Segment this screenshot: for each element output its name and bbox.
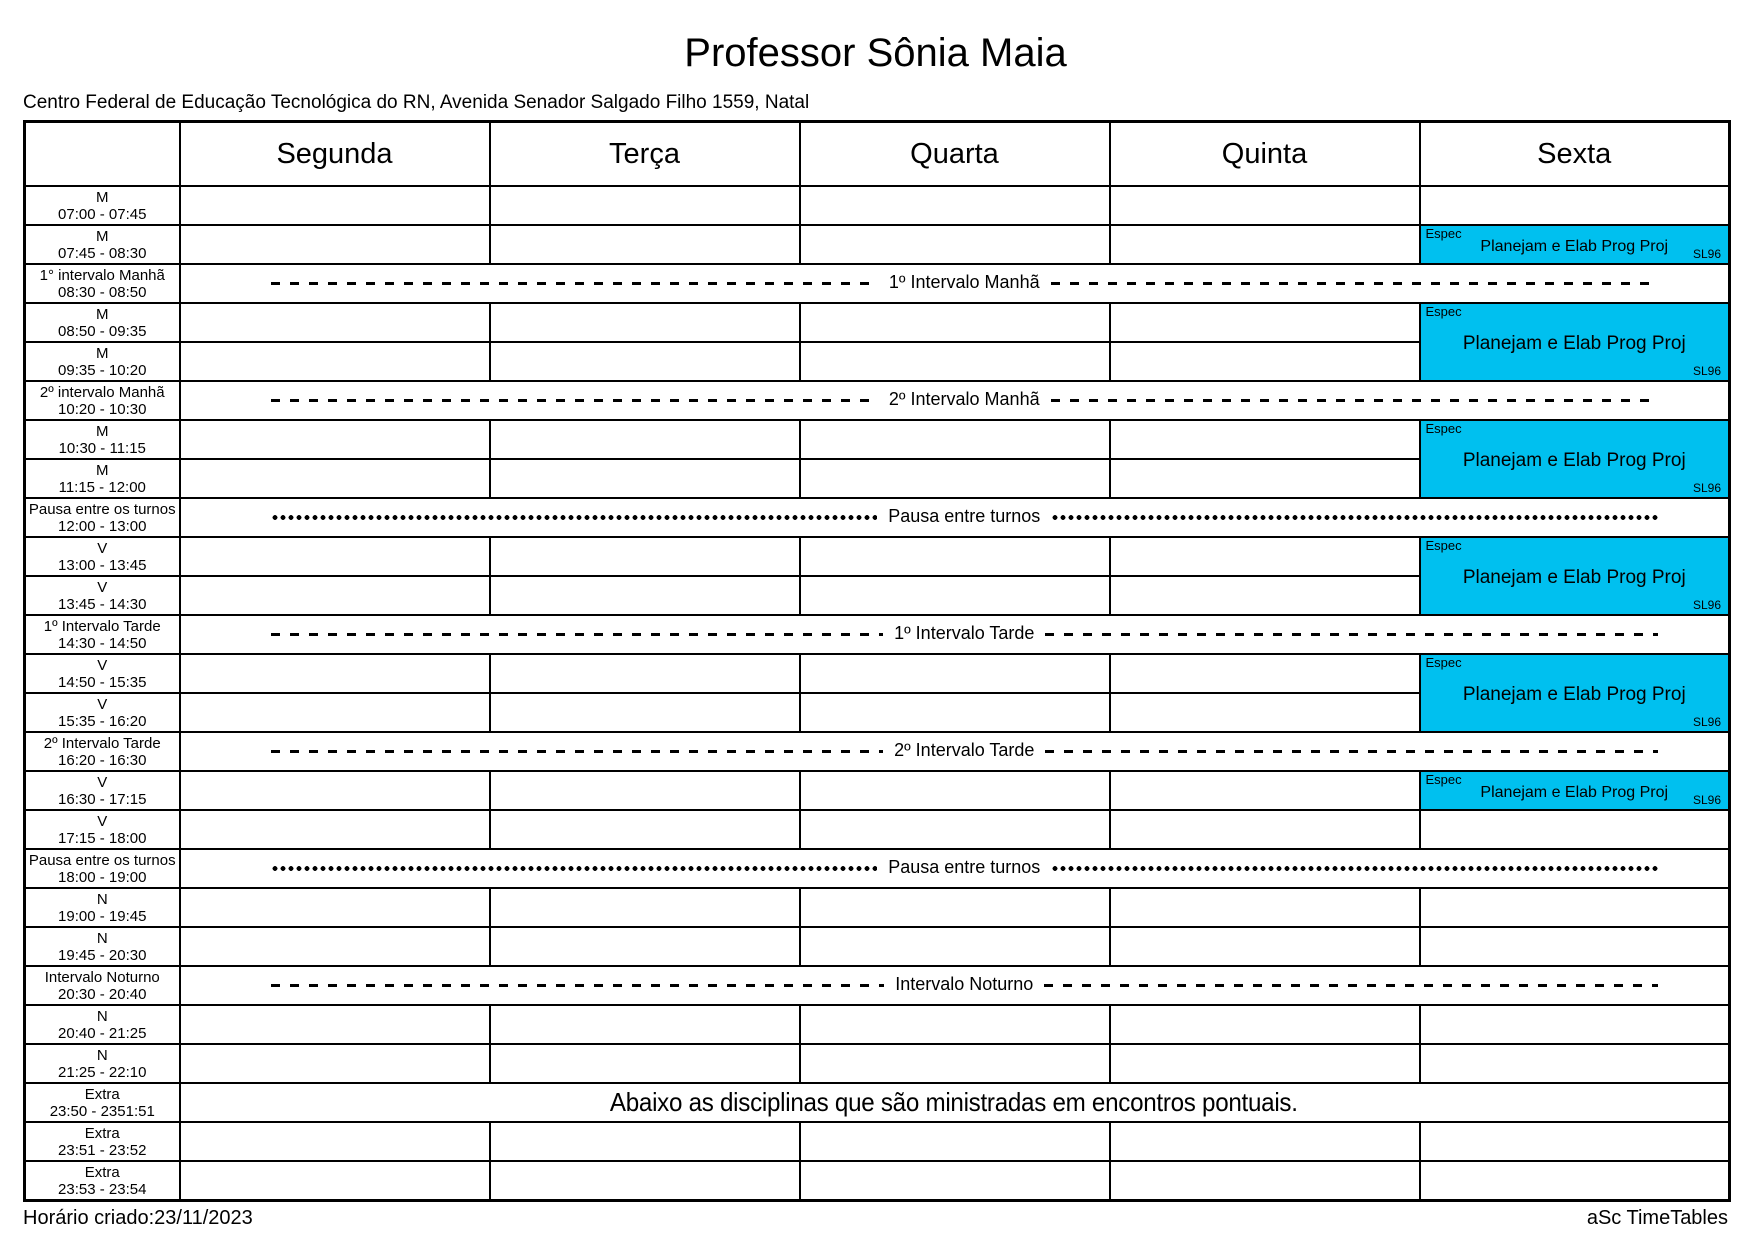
time-range: 08:30 - 08:50 bbox=[58, 283, 147, 301]
time-slot-label bbox=[25, 537, 180, 576]
break-row bbox=[180, 381, 1730, 420]
lesson-block[interactable] bbox=[1421, 538, 1729, 614]
cell-sexta bbox=[1420, 186, 1730, 225]
time-slot-label bbox=[25, 771, 180, 810]
break-row bbox=[180, 264, 1730, 303]
break-line bbox=[1045, 633, 1658, 636]
time-slot-label bbox=[25, 654, 180, 693]
time-range: 19:45 - 20:30 bbox=[58, 946, 147, 964]
cell-quinta bbox=[1110, 1044, 1420, 1083]
lesson-block[interactable] bbox=[1421, 421, 1729, 497]
day-header-segunda: Segunda bbox=[180, 122, 490, 187]
cell-sexta bbox=[1420, 654, 1730, 732]
break-row bbox=[180, 615, 1730, 654]
cell-quinta bbox=[1110, 576, 1420, 615]
cell-terca bbox=[490, 342, 800, 381]
cell-terca bbox=[490, 1122, 800, 1161]
cell-sexta bbox=[1420, 888, 1730, 927]
timetable-row bbox=[25, 537, 1730, 576]
cell-terca bbox=[490, 537, 800, 576]
time-range: 13:45 - 14:30 bbox=[58, 595, 147, 613]
period-label: Extra bbox=[84, 1124, 120, 1142]
day-header-sexta: Sexta bbox=[1420, 122, 1730, 187]
period-label: M bbox=[96, 305, 109, 323]
cell-terca bbox=[490, 771, 800, 810]
cell-quinta bbox=[1110, 810, 1420, 849]
lesson-tag: Espec bbox=[1425, 772, 1462, 787]
cell-quarta bbox=[800, 927, 1110, 966]
timetable-row bbox=[25, 966, 1730, 1005]
time-range: 21:25 - 22:10 bbox=[58, 1063, 147, 1081]
cell-quarta bbox=[800, 1122, 1110, 1161]
time-slot-label bbox=[25, 1161, 180, 1201]
cell-terca bbox=[490, 888, 800, 927]
cell-terca bbox=[490, 225, 800, 264]
break-label: Pausa entre turnos bbox=[888, 506, 1041, 526]
cell-quarta bbox=[800, 537, 1110, 576]
lesson-tag: Espec bbox=[1425, 655, 1462, 670]
period-label: 1º Intervalo Tarde bbox=[43, 617, 161, 635]
time-slot-label bbox=[25, 459, 180, 498]
timetable-row bbox=[25, 771, 1730, 810]
cell-quinta bbox=[1110, 888, 1420, 927]
cell-segunda bbox=[180, 420, 490, 459]
cell-segunda bbox=[180, 225, 490, 264]
period-label: N bbox=[96, 1007, 108, 1025]
cell-segunda bbox=[180, 693, 490, 732]
time-range: 12:00 - 13:00 bbox=[58, 517, 147, 535]
timetable-row bbox=[25, 849, 1730, 888]
time-range: 07:45 - 08:30 bbox=[58, 244, 147, 262]
break-label: 2º Intervalo Tarde bbox=[894, 740, 1035, 760]
cell-segunda bbox=[180, 1044, 490, 1083]
time-slot-label bbox=[25, 849, 180, 888]
period-label: Extra bbox=[84, 1163, 120, 1181]
cell-sexta bbox=[1420, 1161, 1730, 1201]
period-label: Extra bbox=[84, 1085, 120, 1103]
cell-segunda bbox=[180, 459, 490, 498]
time-range: 14:30 - 14:50 bbox=[58, 634, 147, 652]
break-line bbox=[271, 865, 878, 872]
break-row bbox=[180, 732, 1730, 771]
cell-sexta bbox=[1420, 1122, 1730, 1161]
lesson-room: SL96 bbox=[1692, 715, 1721, 729]
time-range: 20:40 - 21:25 bbox=[58, 1024, 147, 1042]
cell-quarta bbox=[800, 303, 1110, 342]
cell-quarta bbox=[800, 342, 1110, 381]
time-range: 13:00 - 13:45 bbox=[58, 556, 147, 574]
period-label: M bbox=[96, 344, 109, 362]
cell-quinta bbox=[1110, 537, 1420, 576]
period-label: Pausa entre os turnos bbox=[28, 851, 176, 869]
cell-terca bbox=[490, 693, 800, 732]
lesson-room: SL96 bbox=[1692, 481, 1721, 495]
cell-quinta bbox=[1110, 225, 1420, 264]
cell-segunda bbox=[180, 927, 490, 966]
time-range: 16:20 - 16:30 bbox=[58, 751, 147, 769]
period-label: V bbox=[97, 773, 108, 791]
period-label: M bbox=[96, 227, 109, 245]
cell-quarta bbox=[800, 576, 1110, 615]
time-slot-label bbox=[25, 420, 180, 459]
lesson-block[interactable] bbox=[1421, 772, 1729, 809]
timetable-row bbox=[25, 225, 1730, 264]
note-text: Abaixo as disciplinas que são ministradas em encontros pontuais. bbox=[610, 1087, 1299, 1117]
period-label: N bbox=[96, 890, 108, 908]
break-row bbox=[180, 498, 1730, 537]
day-header-terca: Terça bbox=[490, 122, 800, 187]
period-label: M bbox=[96, 188, 109, 206]
day-header-quinta: Quinta bbox=[1110, 122, 1420, 187]
cell-quinta bbox=[1110, 771, 1420, 810]
break-line bbox=[1044, 984, 1658, 987]
time-range: 16:30 - 17:15 bbox=[58, 790, 147, 808]
cell-quarta bbox=[800, 459, 1110, 498]
timetable-row bbox=[25, 888, 1730, 927]
break-line bbox=[1051, 399, 1658, 402]
lesson-block[interactable] bbox=[1421, 655, 1729, 731]
time-slot-label bbox=[25, 264, 180, 303]
cell-sexta bbox=[1420, 303, 1730, 381]
break-line bbox=[271, 750, 884, 753]
cell-segunda bbox=[180, 771, 490, 810]
timetable-row bbox=[25, 1005, 1730, 1044]
cell-quinta bbox=[1110, 1161, 1420, 1201]
cell-quinta bbox=[1110, 927, 1420, 966]
time-slot-label bbox=[25, 732, 180, 771]
lesson-tag: Espec bbox=[1425, 304, 1462, 319]
cell-quarta bbox=[800, 1161, 1110, 1201]
break-line bbox=[1051, 865, 1658, 872]
time-slot-label bbox=[25, 927, 180, 966]
break-strip bbox=[181, 383, 1729, 418]
cell-quarta bbox=[800, 186, 1110, 225]
timetable-row bbox=[25, 1161, 1730, 1201]
cell-terca bbox=[490, 303, 800, 342]
cell-segunda bbox=[180, 303, 490, 342]
cell-sexta bbox=[1420, 225, 1730, 264]
break-line bbox=[1051, 282, 1658, 285]
cell-segunda bbox=[180, 576, 490, 615]
period-label: 2º intervalo Manhã bbox=[39, 383, 165, 401]
time-slot-label bbox=[25, 225, 180, 264]
lesson-room: SL96 bbox=[1692, 793, 1721, 807]
day-header-quarta: Quarta bbox=[800, 122, 1110, 187]
cell-sexta bbox=[1420, 771, 1730, 810]
cell-quinta bbox=[1110, 654, 1420, 693]
cell-quarta bbox=[800, 888, 1110, 927]
cell-quinta bbox=[1110, 693, 1420, 732]
period-label: V bbox=[97, 539, 108, 557]
cell-sexta bbox=[1420, 420, 1730, 498]
time-slot-label bbox=[25, 1122, 180, 1161]
timetable-row bbox=[25, 186, 1730, 225]
corner-cell bbox=[25, 122, 180, 187]
lesson-subject: Planejam e Elab Prog Proj bbox=[1480, 784, 1669, 801]
lesson-subject: Planejam e Elab Prog Proj bbox=[1462, 333, 1686, 354]
timetable-row bbox=[25, 1083, 1730, 1122]
cell-terca bbox=[490, 654, 800, 693]
cell-terca bbox=[490, 1005, 800, 1044]
cell-segunda bbox=[180, 654, 490, 693]
cell-sexta bbox=[1420, 927, 1730, 966]
break-strip bbox=[181, 617, 1729, 652]
period-label: 1° intervalo Manhã bbox=[39, 266, 165, 284]
break-line bbox=[271, 399, 878, 402]
time-slot-label bbox=[25, 576, 180, 615]
time-range: 20:30 - 20:40 bbox=[58, 985, 147, 1003]
lesson-block[interactable] bbox=[1421, 226, 1729, 263]
time-slot-label bbox=[25, 498, 180, 537]
cell-quarta bbox=[800, 1044, 1110, 1083]
time-slot-label bbox=[25, 342, 180, 381]
break-strip bbox=[181, 266, 1729, 301]
cell-segunda bbox=[180, 342, 490, 381]
break-strip bbox=[181, 851, 1729, 886]
cell-quarta bbox=[800, 693, 1110, 732]
time-slot-label bbox=[25, 1083, 180, 1122]
cell-quarta bbox=[800, 654, 1110, 693]
cell-terca bbox=[490, 810, 800, 849]
lesson-tag: Espec bbox=[1425, 538, 1462, 553]
lesson-subject: Planejam e Elab Prog Proj bbox=[1462, 567, 1686, 588]
time-slot-label bbox=[25, 1005, 180, 1044]
time-range: 15:35 - 16:20 bbox=[58, 712, 147, 730]
time-slot-label bbox=[25, 693, 180, 732]
time-range: 07:00 - 07:45 bbox=[58, 205, 147, 223]
period-label: N bbox=[96, 1046, 108, 1064]
timetable-row bbox=[25, 303, 1730, 342]
cell-segunda bbox=[180, 1005, 490, 1044]
cell-quinta bbox=[1110, 1005, 1420, 1044]
cell-sexta bbox=[1420, 810, 1730, 849]
asc-timetables-credit: aSc TimeTables bbox=[1586, 1207, 1728, 1229]
cell-terca bbox=[490, 1161, 800, 1201]
cell-sexta bbox=[1420, 537, 1730, 615]
timetable bbox=[23, 120, 1731, 1202]
break-label: 1º Intervalo Tarde bbox=[894, 623, 1035, 643]
time-range: 17:15 - 18:00 bbox=[58, 829, 147, 847]
period-label: V bbox=[97, 656, 108, 674]
period-label: V bbox=[97, 812, 108, 830]
timetable-row bbox=[25, 1044, 1730, 1083]
lesson-room: SL96 bbox=[1692, 364, 1721, 378]
cell-sexta bbox=[1420, 1044, 1730, 1083]
time-slot-label bbox=[25, 966, 180, 1005]
time-slot-label bbox=[25, 303, 180, 342]
time-slot-label bbox=[25, 186, 180, 225]
lesson-subject: Planejam e Elab Prog Proj bbox=[1480, 238, 1669, 255]
period-label: N bbox=[96, 929, 108, 947]
lesson-tag: Espec bbox=[1425, 421, 1462, 436]
break-label: 1º Intervalo Manhã bbox=[888, 272, 1040, 292]
cell-segunda bbox=[180, 1161, 490, 1201]
time-range: 08:50 - 09:35 bbox=[58, 322, 147, 340]
cell-terca bbox=[490, 576, 800, 615]
timetable-row bbox=[25, 732, 1730, 771]
cell-quinta bbox=[1110, 186, 1420, 225]
time-range: 10:20 - 10:30 bbox=[58, 400, 147, 418]
timetable-row bbox=[25, 381, 1730, 420]
timetable-row bbox=[25, 420, 1730, 459]
time-range: 23:53 - 23:54 bbox=[58, 1180, 147, 1198]
header-row bbox=[25, 122, 1730, 187]
cell-terca bbox=[490, 459, 800, 498]
cell-segunda bbox=[180, 888, 490, 927]
time-range: 11:15 - 12:00 bbox=[58, 478, 146, 496]
cell-terca bbox=[490, 927, 800, 966]
break-line bbox=[1051, 514, 1658, 521]
cell-quarta bbox=[800, 771, 1110, 810]
break-strip bbox=[181, 968, 1729, 1003]
time-range: 18:00 - 19:00 bbox=[58, 868, 147, 886]
lesson-subject: Planejam e Elab Prog Proj bbox=[1462, 684, 1686, 705]
cell-quinta bbox=[1110, 459, 1420, 498]
timetable-row bbox=[25, 810, 1730, 849]
break-line bbox=[271, 282, 878, 285]
lesson-subject: Planejam e Elab Prog Proj bbox=[1462, 450, 1686, 471]
created-date: Horário criado:23/11/2023 bbox=[23, 1207, 253, 1229]
break-line bbox=[271, 984, 885, 987]
page-title: Professor Sônia Maia bbox=[684, 31, 1067, 75]
period-label: V bbox=[97, 578, 108, 596]
lesson-block[interactable] bbox=[1421, 304, 1729, 380]
period-label: V bbox=[97, 695, 108, 713]
break-line bbox=[271, 633, 884, 636]
cell-quinta bbox=[1110, 1122, 1420, 1161]
time-range: 14:50 - 15:35 bbox=[58, 673, 147, 691]
lesson-room: SL96 bbox=[1692, 247, 1721, 261]
break-strip bbox=[181, 500, 1729, 535]
lesson-room: SL96 bbox=[1692, 598, 1721, 612]
time-range: 09:35 - 10:20 bbox=[58, 361, 147, 379]
time-range: 23:51 - 23:52 bbox=[58, 1141, 147, 1159]
time-range: 19:00 - 19:45 bbox=[58, 907, 147, 925]
period-label: M bbox=[96, 422, 109, 440]
timetable-row bbox=[25, 927, 1730, 966]
break-line bbox=[1045, 750, 1658, 753]
time-slot-label bbox=[25, 888, 180, 927]
timetable-row bbox=[25, 264, 1730, 303]
break-label: Pausa entre turnos bbox=[888, 857, 1041, 877]
footer bbox=[23, 1207, 1728, 1230]
cell-segunda bbox=[180, 810, 490, 849]
cell-segunda bbox=[180, 186, 490, 225]
period-label: Pausa entre os turnos bbox=[28, 500, 176, 518]
cell-quinta bbox=[1110, 342, 1420, 381]
time-slot-label bbox=[25, 615, 180, 654]
period-label: Intervalo Noturno bbox=[44, 968, 160, 986]
cell-terca bbox=[490, 420, 800, 459]
time-range: 10:30 - 11:15 bbox=[58, 439, 146, 457]
time-slot-label bbox=[25, 810, 180, 849]
cell-segunda bbox=[180, 1122, 490, 1161]
time-slot-label bbox=[25, 381, 180, 420]
cell-sexta bbox=[1420, 1005, 1730, 1044]
cell-quinta bbox=[1110, 420, 1420, 459]
time-slot-label bbox=[25, 1044, 180, 1083]
cell-quarta bbox=[800, 420, 1110, 459]
break-line bbox=[271, 514, 878, 521]
cell-segunda bbox=[180, 537, 490, 576]
cell-quinta bbox=[1110, 303, 1420, 342]
cell-terca bbox=[490, 186, 800, 225]
cell-terca bbox=[490, 1044, 800, 1083]
period-label: 2º Intervalo Tarde bbox=[43, 734, 161, 752]
break-row bbox=[180, 849, 1730, 888]
break-label: 2º Intervalo Manhã bbox=[888, 389, 1040, 409]
break-row bbox=[180, 966, 1730, 1005]
lesson-tag: Espec bbox=[1425, 226, 1462, 241]
school-address: Centro Federal de Educação Tecnológica do RN, Avenida Senador Salgado Filho 1559, Natal bbox=[23, 92, 810, 113]
break-label: Intervalo Noturno bbox=[895, 974, 1034, 994]
cell-quarta bbox=[800, 225, 1110, 264]
cell-quarta bbox=[800, 1005, 1110, 1044]
period-label: M bbox=[96, 461, 109, 479]
timetable-row bbox=[25, 498, 1730, 537]
timetable-row bbox=[25, 1122, 1730, 1161]
timetable-row bbox=[25, 654, 1730, 693]
note-row bbox=[180, 1083, 1730, 1122]
time-range: 23:50 - 2351:51 bbox=[49, 1102, 155, 1120]
break-strip bbox=[181, 734, 1729, 769]
timetable-row bbox=[25, 615, 1730, 654]
cell-quarta bbox=[800, 810, 1110, 849]
